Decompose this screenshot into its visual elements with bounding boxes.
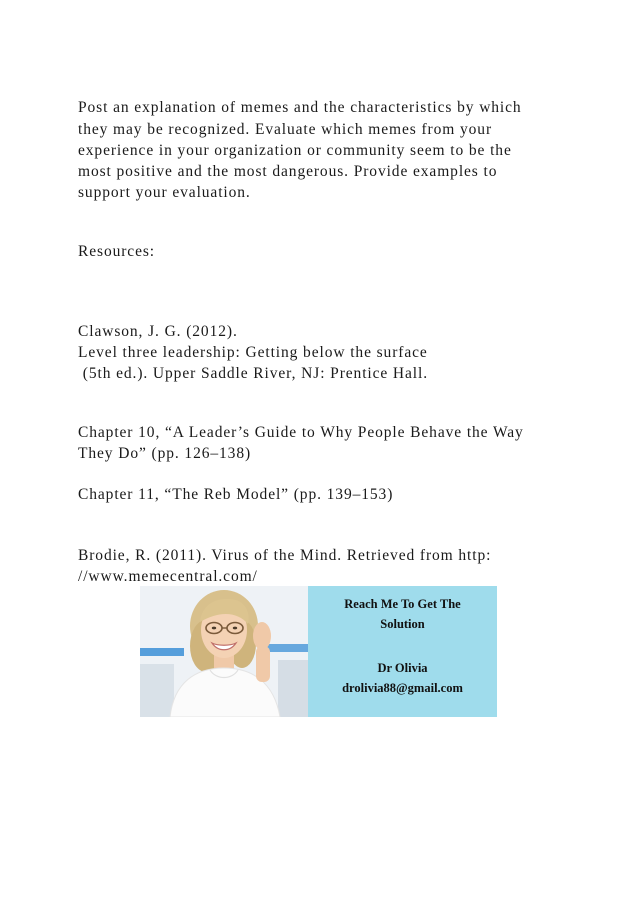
prompt-line-1: Post an explanation of memes and the characteristics by which [78, 99, 522, 116]
woman-portrait-illustration [140, 586, 308, 717]
resources-heading: Resources: [78, 243, 156, 260]
advert-text-panel [308, 586, 497, 717]
citation-clawson-line-1: Clawson, J. G. (2012). [78, 323, 238, 340]
prompt-line-3: experience in your organization or community seem to be the [78, 142, 512, 159]
citation-brodie-line-1: Brodie, R. (2011). Virus of the Mind. Retrieved from http: [78, 547, 492, 564]
citation-clawson-line-3: (5th ed.). Upper Saddle River, NJ: Prentice Hall. [78, 365, 428, 382]
prompt-line-4: most positive and the most dangerous. Provide examples to [78, 163, 498, 180]
chapter-10-line-1: Chapter 10, “A Leader’s Guide to Why People Behave the Way [78, 424, 524, 441]
citation-clawson-line-2: Level three leadership: Getting below the surface [78, 344, 428, 361]
chapter-10-line-2: They Do” (pp. 126–138) [78, 445, 252, 462]
prompt-line-2: they may be recognized. Evaluate which memes from your [78, 121, 493, 138]
citation-brodie-line-2: //www.memecentral.com/ [78, 568, 258, 585]
advert-headline-line-1: Reach Me To Get The [344, 597, 461, 611]
advert-banner [140, 586, 497, 717]
advert-contact-name: Dr Olivia [377, 661, 428, 675]
chapter-11: Chapter 11, “The Reb Model” (pp. 139–153) [78, 486, 394, 503]
advert-headline-line-2: Solution [380, 617, 425, 631]
prompt-line-5: support your evaluation. [78, 184, 251, 201]
advert-contact-email[interactable]: drolivia88@gmail.com [342, 681, 463, 695]
advert-photo [140, 586, 308, 717]
